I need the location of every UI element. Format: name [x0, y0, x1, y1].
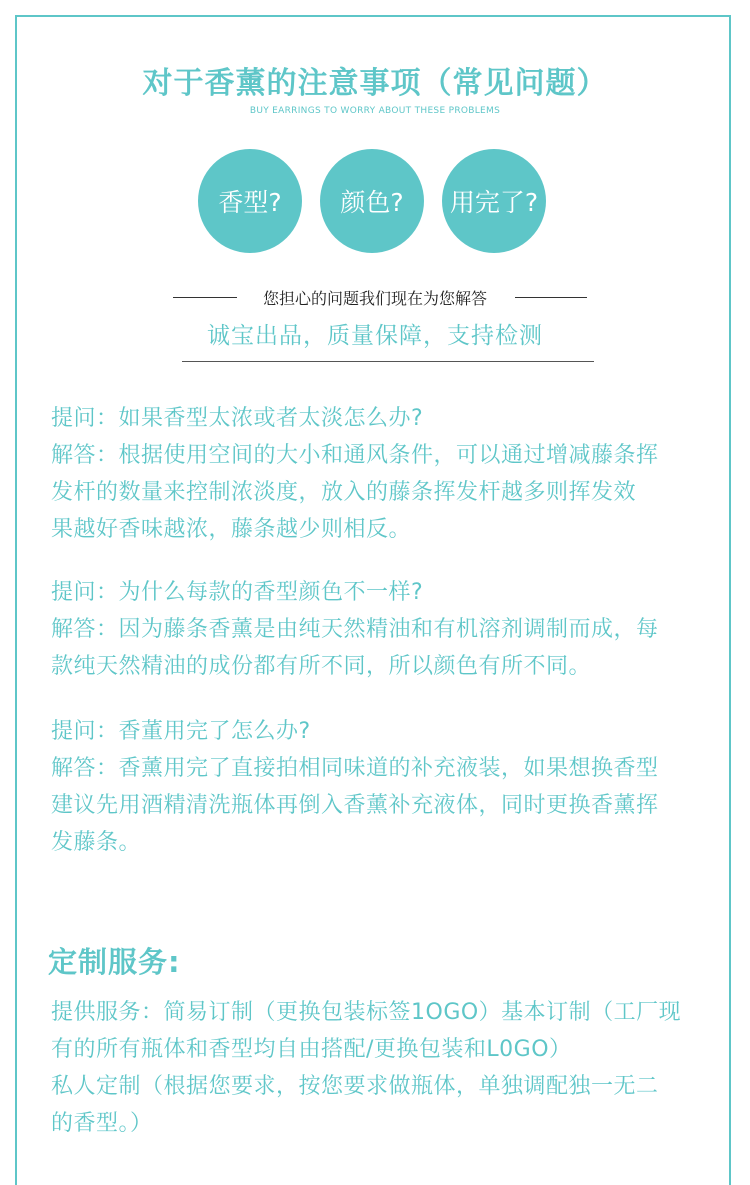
faq-item	[51, 574, 716, 685]
faq-item	[51, 713, 716, 861]
faq-question: 提问：如果香型太浓或者太淡怎么办?	[51, 406, 424, 431]
bubble-scent-type: 香型?	[198, 149, 302, 253]
faq-answer-line: 解答：香薰用完了直接拍相同味道的补充液装，如果想换香型	[51, 756, 659, 781]
custom-service-line: 有的所有瓶体和香型均自由搭配/更换包装和L0GO）	[51, 1037, 572, 1062]
faq-item	[51, 400, 716, 548]
faq-answer-line: 发杆的数量来控制浓淡度，放入的藤条挥发杆越多则挥发效	[51, 480, 637, 505]
slogan-underline	[182, 361, 594, 362]
page-title: 对于香薰的注意事项（常见问题）	[142, 66, 608, 101]
custom-service-line: 私人定制（根据您要求，按您要求做瓶体，单独调配独一无二	[51, 1074, 659, 1099]
custom-service-text	[51, 994, 716, 1142]
divider-right	[515, 297, 587, 298]
quality-slogan: 诚宝出品，质量保障，支持检测	[207, 323, 543, 349]
custom-service-line: 提供服务：简易订制（更换包装标签1OGO）基本订制（工厂现	[51, 1000, 682, 1025]
faq-question: 提问：为什么每款的香型颜色不一样?	[51, 580, 424, 605]
faq-answer-line: 果越好香味越浓，藤条越少则相反。	[51, 517, 412, 542]
page-subtitle: BUY EARRINGS TO WORRY ABOUT THESE PROBLEMS	[249, 106, 501, 116]
promise-text: 您担心的问题我们现在为您解答	[262, 289, 487, 308]
bubble-used-up: 用完了?	[442, 149, 546, 253]
faq-answer-line: 款纯天然精油的成份都有所不同，所以颜色有所不同。	[51, 654, 592, 679]
custom-service-line: 的香型。）	[51, 1111, 153, 1136]
faq-answer-line: 发藤条。	[51, 830, 142, 855]
faq-answer-line: 解答：根据使用空间的大小和通风条件，可以通过增减藤条挥	[51, 443, 659, 468]
faq-answer-line: 建议先用酒精清洗瓶体再倒入香薰补充液体，同时更换香薰挥	[51, 793, 659, 818]
faq-answer-line: 解答：因为藤条香薰是由纯天然精油和有机溶剂调制而成，每	[51, 617, 659, 642]
custom-service-title: 定制服务:	[48, 945, 181, 979]
faq-question: 提问：香董用完了怎么办?	[51, 719, 311, 744]
bubble-color: 颜色?	[320, 149, 424, 253]
